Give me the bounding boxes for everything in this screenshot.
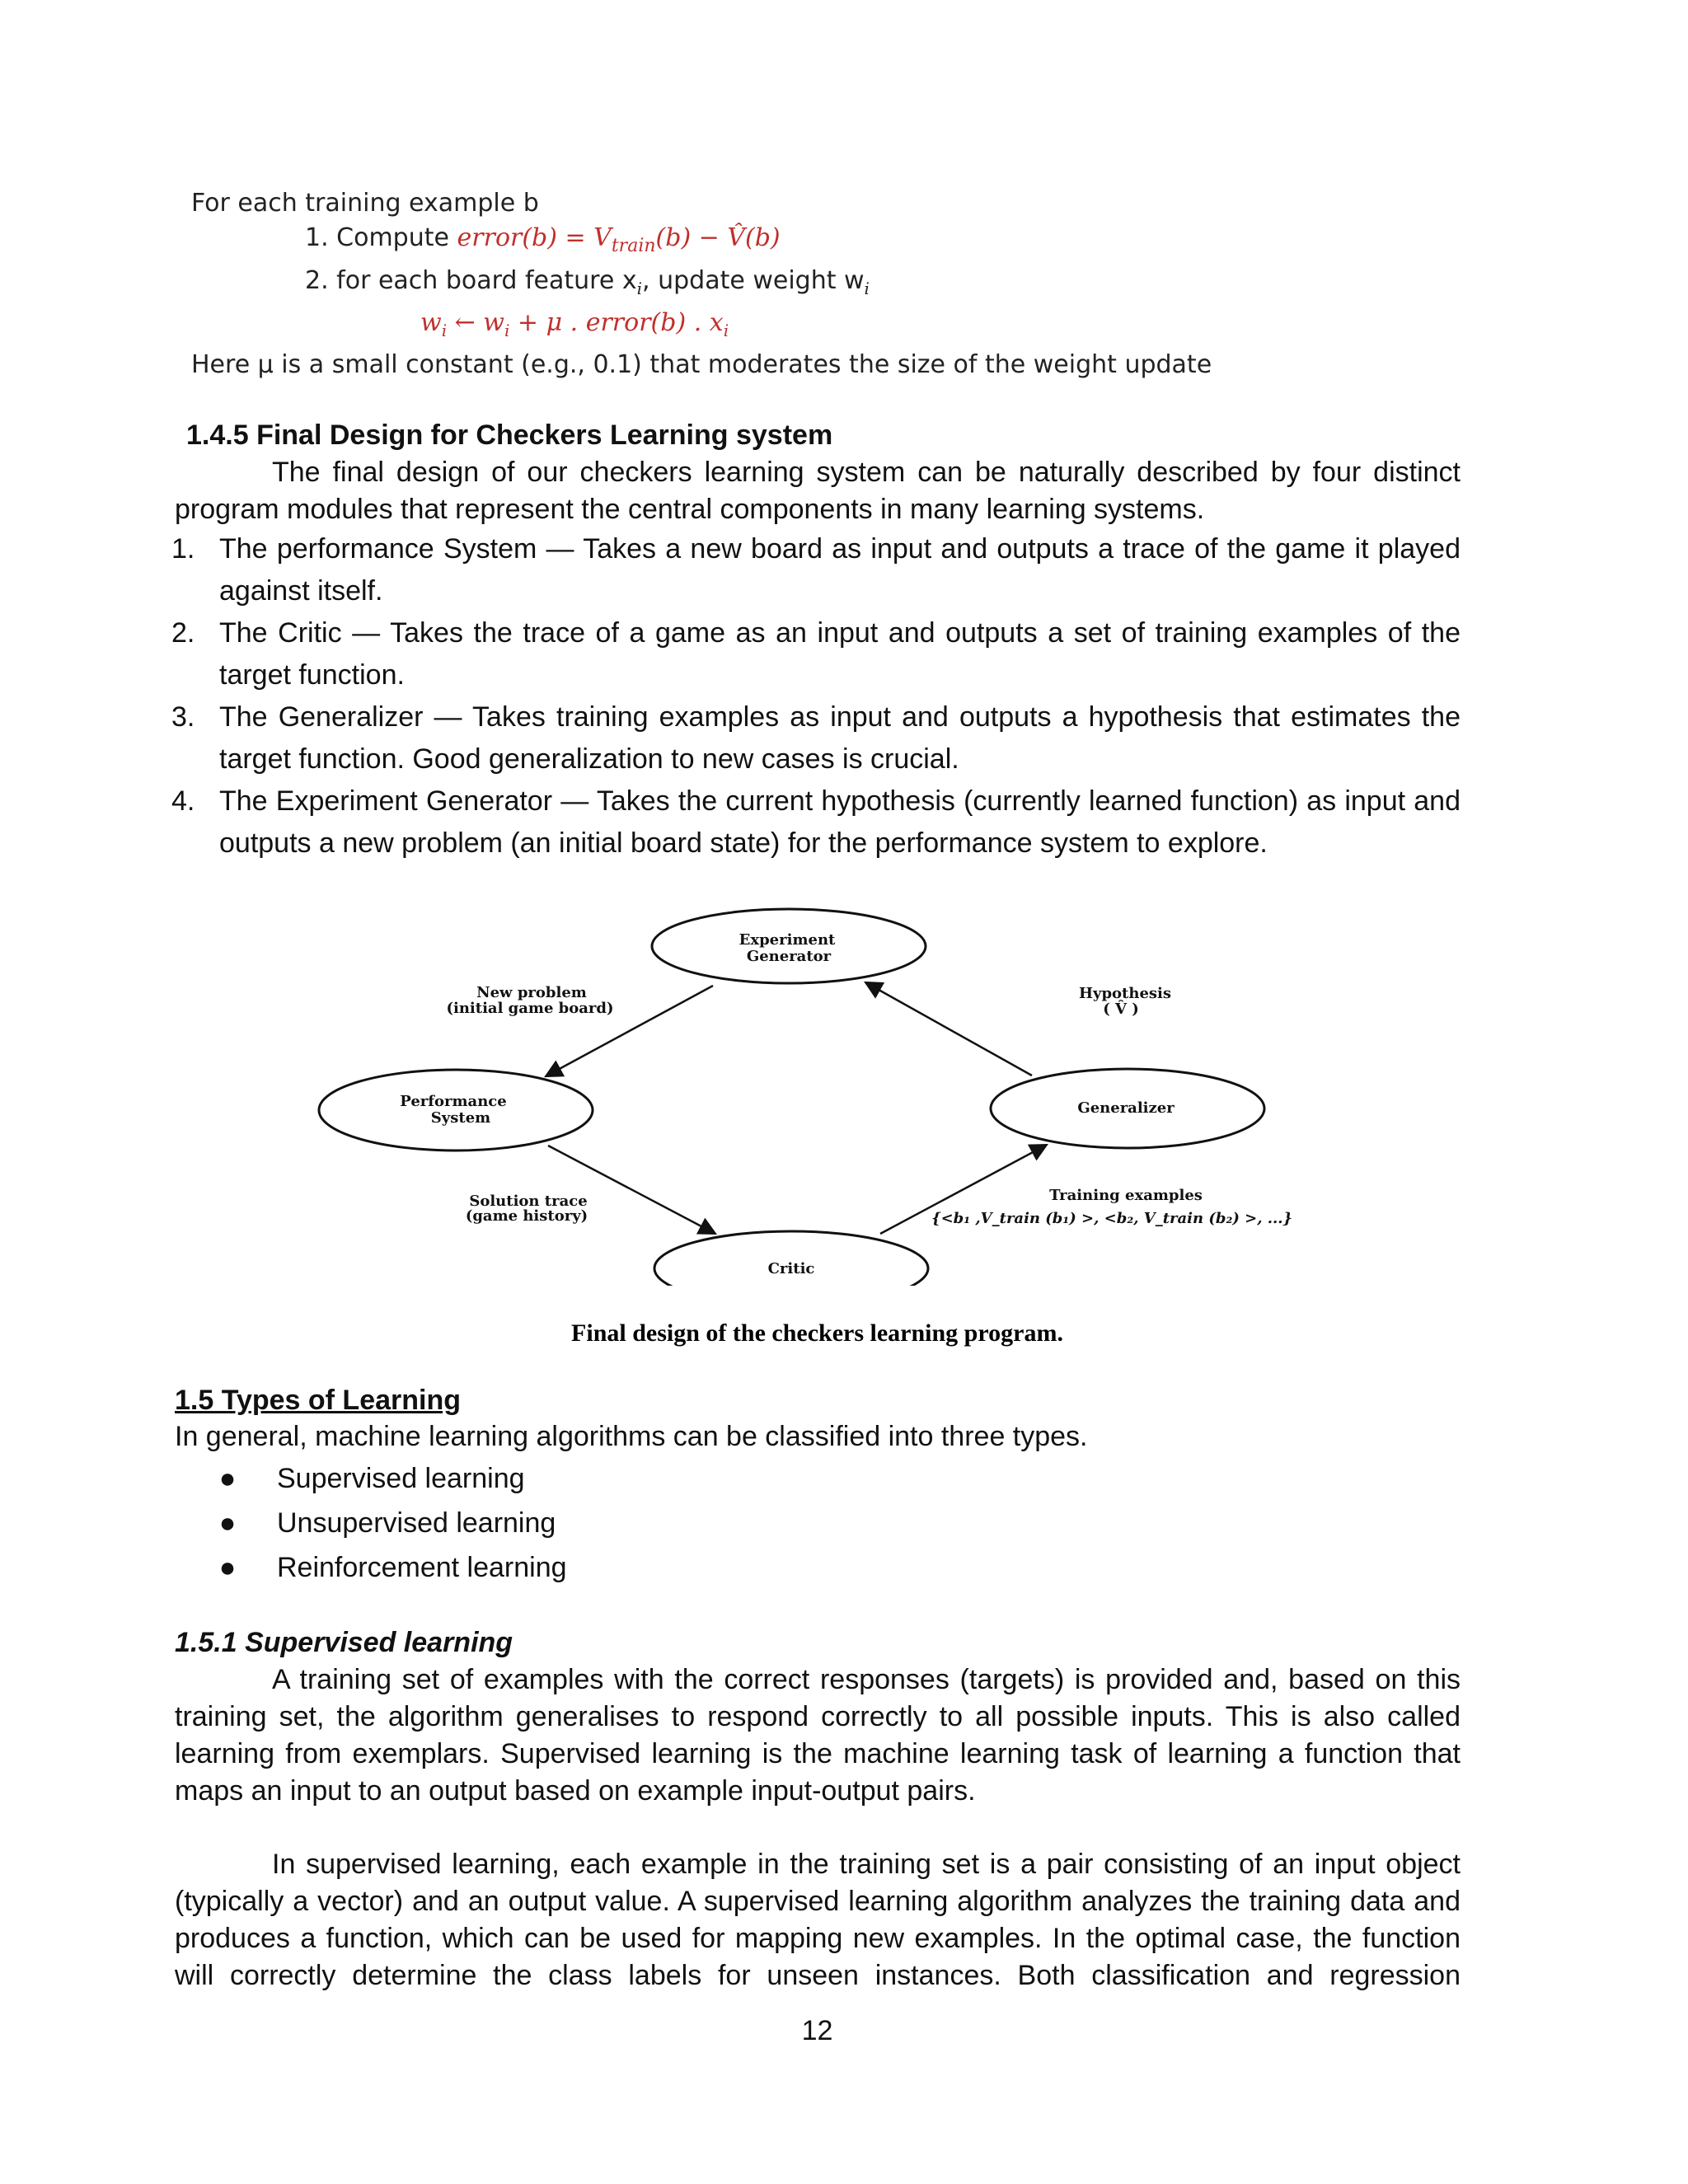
list-item: 1. The performance System — Takes a new board as input and outputs a trace of the game it played against itself. xyxy=(171,533,1461,607)
hypothesis-label-2: ( V̂ ) xyxy=(1103,1001,1139,1018)
training-examples-label-2: {<b₁ ,V_train (b₁) >, <b₂, V_train (b₂) >, ...} xyxy=(931,1210,1293,1227)
critic-label: Critic xyxy=(767,1260,815,1277)
algorithm-step1: 1. Compute error(b) = $V_{train}(b)$ − V̂(b) xyxy=(305,223,781,256)
solution-trace-label-1: Solution trace xyxy=(469,1193,588,1210)
error-formula: error(b) = $V_{train}(b)$ − V̂(b) xyxy=(457,223,781,256)
solution-trace-label-2: (game history) xyxy=(465,1207,588,1225)
algorithm-step2: 2. for each board feature $x_i$, update weight $w_i$ xyxy=(305,266,870,298)
section-1-5-intro: In general, machine learning algorithms can be classified into three types. xyxy=(175,1421,1088,1452)
module-list xyxy=(171,528,1461,865)
update-rule: $w_i$ ← $w_i + \mu$ . error(b) . $x_i$ xyxy=(420,308,729,340)
algorithm-note: Here μ is a small constant (e.g., 0.1) that moderates the size of the weight update xyxy=(191,350,1212,379)
list-item: 2. The Critic — Takes the trace of a game as an input and outputs a set of training examples of the target function. xyxy=(171,617,1461,691)
new-problem-label-1: New problem xyxy=(476,984,587,1001)
page-number: 12 xyxy=(801,2015,833,2046)
section-heading-1-5-1: 1.5.1 Supervised learning xyxy=(175,1627,513,1658)
list-item: ● Supervised learning xyxy=(218,1463,525,1494)
experiment-label-2: Generator xyxy=(746,948,832,965)
hypothesis-label-1: Hypothesis xyxy=(1078,985,1172,1002)
performance-label-1: Performance xyxy=(400,1093,507,1110)
section-heading-1-5: 1.5 Types of Learning xyxy=(175,1385,462,1416)
list-item: ● Unsupervised learning xyxy=(218,1507,556,1539)
list-item: ● Reinforcement learning xyxy=(218,1552,567,1583)
figure-caption: Final design of the checkers learning program. xyxy=(571,1319,1063,1347)
critic-node xyxy=(654,1231,928,1286)
experiment-label-1: Experiment xyxy=(738,931,836,949)
generalizer-label: Generalizer xyxy=(1077,1099,1175,1117)
list-item: 3. The Generalizer — Takes training examples as input and outputs a hypothesis that estimates the target function. Good generalization to new cases is crucial. xyxy=(171,701,1461,775)
supervised-paragraph-2: In supervised learning, each example in the training set is a pair consisting of an input object (typically a vector) and an output value. A supervised learning algorithm analyzes the training data and produces a function, which can be used for mapping new examples. In the optimal case, the function will correctly determine the class labels for unseen instances. Both classification and regression xyxy=(175,1849,1461,1991)
algorithm-block xyxy=(191,186,1212,382)
list-item: 4. The Experiment Generator — Takes the current hypothesis (currently learned function) as input and outputs a new problem (an initial board state) for the performance system to explore. xyxy=(171,785,1461,859)
section-1-4-5-intro: The final design of our checkers learning system can be naturally described by four distinct program modules that represent the central components in many learning systems. xyxy=(175,457,1461,525)
supervised-paragraph-1: A training set of examples with the correct responses (targets) is provided and, based on this training set, the algorithm generalises to respond correctly to all possible inputs. This is also called learning from exemplars. Supervised learning is the machine learning task of learning a function that maps an input to an output based on example input-output pairs. xyxy=(175,1664,1461,1807)
checkers-design-diagram xyxy=(0,890,1688,1286)
new-problem-label-2: (initial game board) xyxy=(446,1000,614,1017)
learning-types-list xyxy=(178,1456,567,1590)
arrow-generalizer-to-experiment xyxy=(865,982,1032,1076)
performance-label-2: System xyxy=(430,1109,491,1127)
algorithm-intro: For each training example b xyxy=(191,189,539,218)
section-heading-1-4-5: 1.4.5 Final Design for Checkers Learning system xyxy=(186,419,833,451)
training-examples-label-1: Training examples xyxy=(1049,1187,1203,1204)
